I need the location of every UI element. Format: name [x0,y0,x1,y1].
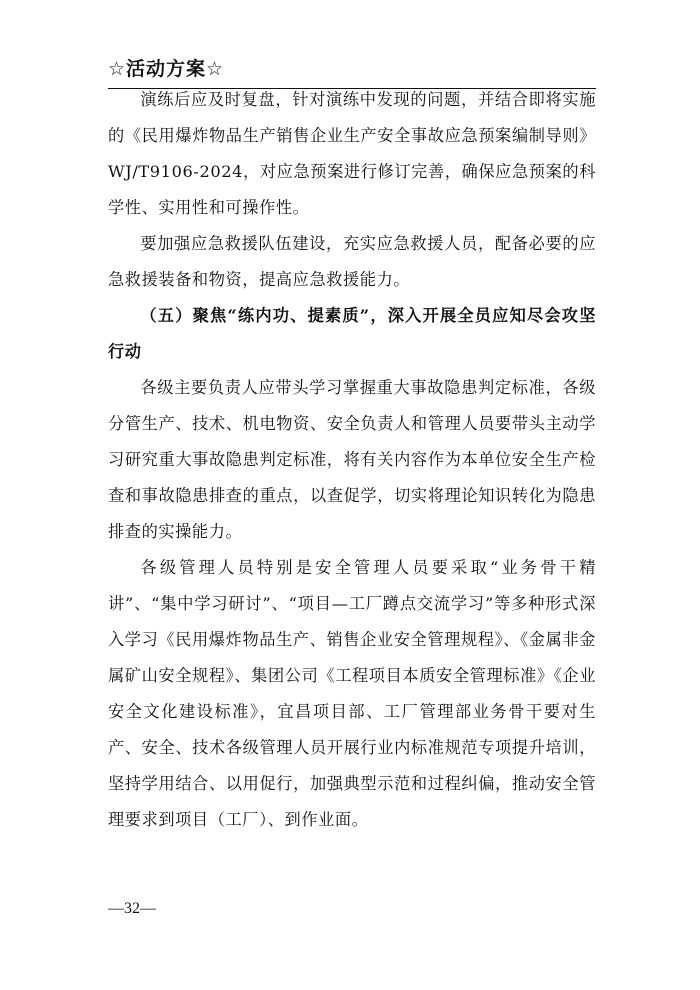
header-title: ☆活动方案☆ [108,58,225,80]
paragraph-leaders-study: 各级主要负责人应带头学习掌握重大事故隐患判定标准，各级分管生产、技术、机电物资、安全负责人和管理人员要带头主动学习研究重大事故隐患判定标准，将有关内容作为本单位安全生产检查和事故隐患排查的重点，以查促学，切实将理论知识转化为隐患排查的实操能力。 [108,378,596,541]
paragraph-rescue-team: 要加强应急救援队伍建设，充实应急救援人员，配备必要的应急救援装备和物资，提高应急救援能力。 [108,234,596,289]
document-body [108,82,596,838]
section-heading: （五）聚焦“练内功、提素质”，深入开展全员应知尽会攻坚行动 [108,306,596,361]
paragraph-review-drill: 演练后应及时复盘，针对演练中发现的问题，并结合即将实施的《民用爆炸物品生产销售企业生产安全事故应急预案编制导则》WJ/T9106-2024，对应急预案进行修订完善，确保应急预案的科学性、实用性和可操作性。 [108,90,596,217]
paragraph-managers-training: 各级管理人员特别是安全管理人员要采取“业务骨干精讲”、“集中学习研讨”、“项目—工厂蹲点交流学习”等多种形式深入学习《民用爆炸物品生产、销售企业安全管理规程》、《金属非金属矿山安全规程》、集团公司《工程项目本质安全管理标准》《企业安全文化建设标准》，宜昌项目部、工厂管理部业务骨干要对生产、安全、技术各级管理人员开展行业内标准规范专项提升培训，坚持学用结合、以用促行，加强典型示范和过程纠偏，推动安全管理要求到项目（工厂）、到作业面。 [108,558,596,829]
page-number: —32— [108,900,156,917]
